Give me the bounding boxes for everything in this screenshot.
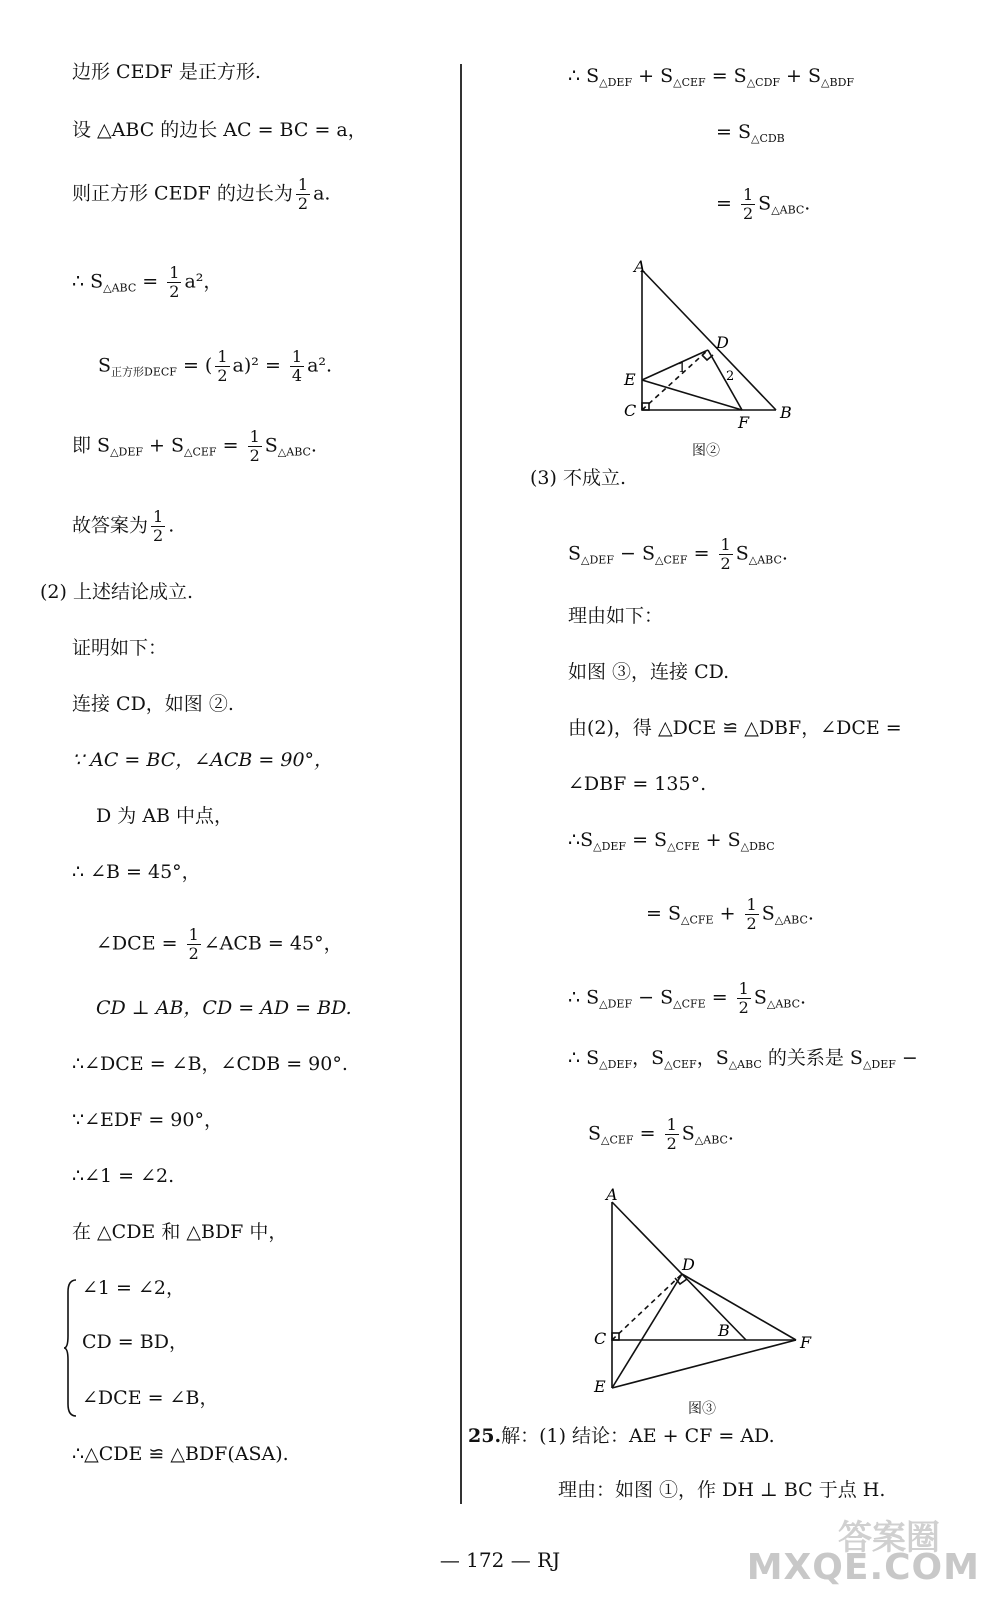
label-F: F (738, 413, 750, 432)
text-line: 理由：如图 ①，作 DH ⊥ BC 于点 H. (558, 1479, 886, 1501)
math-line: ∴ $S_{\triangle DEF} + S_{\triangle CEF} = S_{\triangle CDF} + S_{\triangle BDF}$ (568, 65, 855, 89)
column-divider (460, 64, 462, 1504)
math-line: = $S_{\triangle CFE}$ + $\frac{1}{2}$ $S_{\triangle ABC}$. (646, 895, 814, 933)
page-footer: — 172 — RJ (439, 1548, 561, 1572)
text-line: 在 △CDE 和 △BDF 中， (72, 1221, 288, 1243)
text-line: ∠DBF = 135°. (568, 773, 707, 795)
math-line: 即 $S_{\triangle DEF} + S_{\triangle CEF}$ = $\frac{1}{2}$ $S_{\triangle ABC}$. (72, 427, 317, 465)
figure-3-caption: 图③ (688, 1401, 716, 1417)
label-A: A (634, 257, 646, 276)
text-line: 则正方形 CEDF 的边长为 $\frac{1}{2}$ a. (72, 175, 331, 213)
label-E: E (624, 370, 636, 389)
left-brace (64, 1278, 80, 1418)
text-line: ∵∠EDF = 90°， (72, 1109, 223, 1131)
figure-2-caption: 图② (692, 443, 720, 459)
watermark-text: MXQE.COM (746, 1547, 980, 1588)
math-line: = $S_{\triangle CDB}$ (716, 121, 785, 145)
label-D: D (716, 333, 729, 352)
text-line: CD = BD， (82, 1331, 188, 1353)
text-line: ∠DCE = ∠B， (82, 1387, 219, 1409)
figure-3 (586, 1182, 826, 1400)
text-line: CD ⊥ AB，CD = AD = BD. (96, 997, 352, 1019)
math-line: ∴ $S_{\triangle DEF} - S_{\triangle CFE}$ = $\frac{1}{2}$ $S_{\triangle ABC}$. (568, 979, 807, 1017)
text-line: (3) 不成立. (530, 467, 626, 489)
text-line: ∴∠1 = ∠2. (72, 1165, 175, 1187)
text-line: 由(2)，得 △DCE ≌ △DBF，∠DCE = (568, 717, 902, 739)
angle-2-label: 2 (726, 369, 735, 384)
figure-2 (612, 252, 812, 442)
math-line: = $\frac{1}{2}$ $S_{\triangle ABC}$. (716, 185, 811, 223)
math-line: $\therefore S_{\triangle DEF} = S_{\triangle CFE} + S_{\triangle DBC}$ (568, 829, 775, 853)
text-line: D 为 AB 中点， (96, 805, 234, 827)
text-line: 设 △ABC 的边长 AC = BC = a， (72, 119, 367, 141)
text-line: ∴△CDE ≌ △BDF(ASA). (72, 1443, 289, 1465)
label-C: C (624, 401, 637, 420)
math-line: $S_{\triangle DEF} - S_{\triangle CEF}$ = $\frac{1}{2}$ $S_{\triangle ABC}$. (568, 535, 788, 573)
fraction: $\frac{1}{2}$ (297, 175, 309, 213)
label-C: C (594, 1329, 607, 1348)
label-B: B (718, 1321, 730, 1340)
text-line: 连接 CD，如图 ②. (72, 693, 234, 715)
angle-1-label: 1 (678, 361, 687, 376)
label-F: F (800, 1333, 812, 1352)
text-line: (2) 上述结论成立. (40, 581, 193, 603)
text-line: ∠1 = ∠2， (82, 1277, 186, 1299)
math-line: $S_{正方形DECF}$ = ( $\frac{1}{2}$ a)² = $\frac{1}{4}$ a². (98, 347, 333, 385)
math-line: ∠DCE = $\frac{1}{2}$ ∠ACB = 45°， (96, 925, 343, 963)
text-line: 理由如下： (568, 605, 664, 627)
label-E: E (594, 1377, 606, 1396)
text-line: 故答案为 $\frac{1}{2}$ . (72, 507, 175, 545)
label-A: A (606, 1185, 618, 1204)
math-line: $S_{\triangle CEF}$ = $\frac{1}{2}$ $S_{\triangle ABC}$. (588, 1115, 734, 1153)
math-line: ∴ $S_{\triangle ABC}$ = $\frac{1}{2}$ a²， (72, 263, 223, 301)
text-line: 边形 CEDF 是正方形. (72, 61, 261, 83)
math-line: ∴ $S_{\triangle DEF}$，$S_{\triangle CEF}$，$S_{\triangle ABC}$ 的关系是 $S_{\triangle DEF}$ − (568, 1047, 918, 1071)
text-line: 如图 ③，连接 CD. (568, 661, 730, 683)
label-B: B (780, 403, 792, 422)
text-line: ∴ ∠B = 45°， (72, 861, 201, 883)
text-line: 25.解：(1) 结论：AE + CF = AD. (468, 1425, 775, 1447)
watermark-logo: 答案圈 (838, 1518, 940, 1558)
label-D: D (682, 1255, 695, 1274)
text-line: 证明如下： (72, 637, 168, 659)
text-line: ∵ AC = BC，∠ACB = 90°， (72, 749, 334, 771)
text-line: ∴∠DCE = ∠B，∠CDB = 90°. (72, 1053, 348, 1075)
